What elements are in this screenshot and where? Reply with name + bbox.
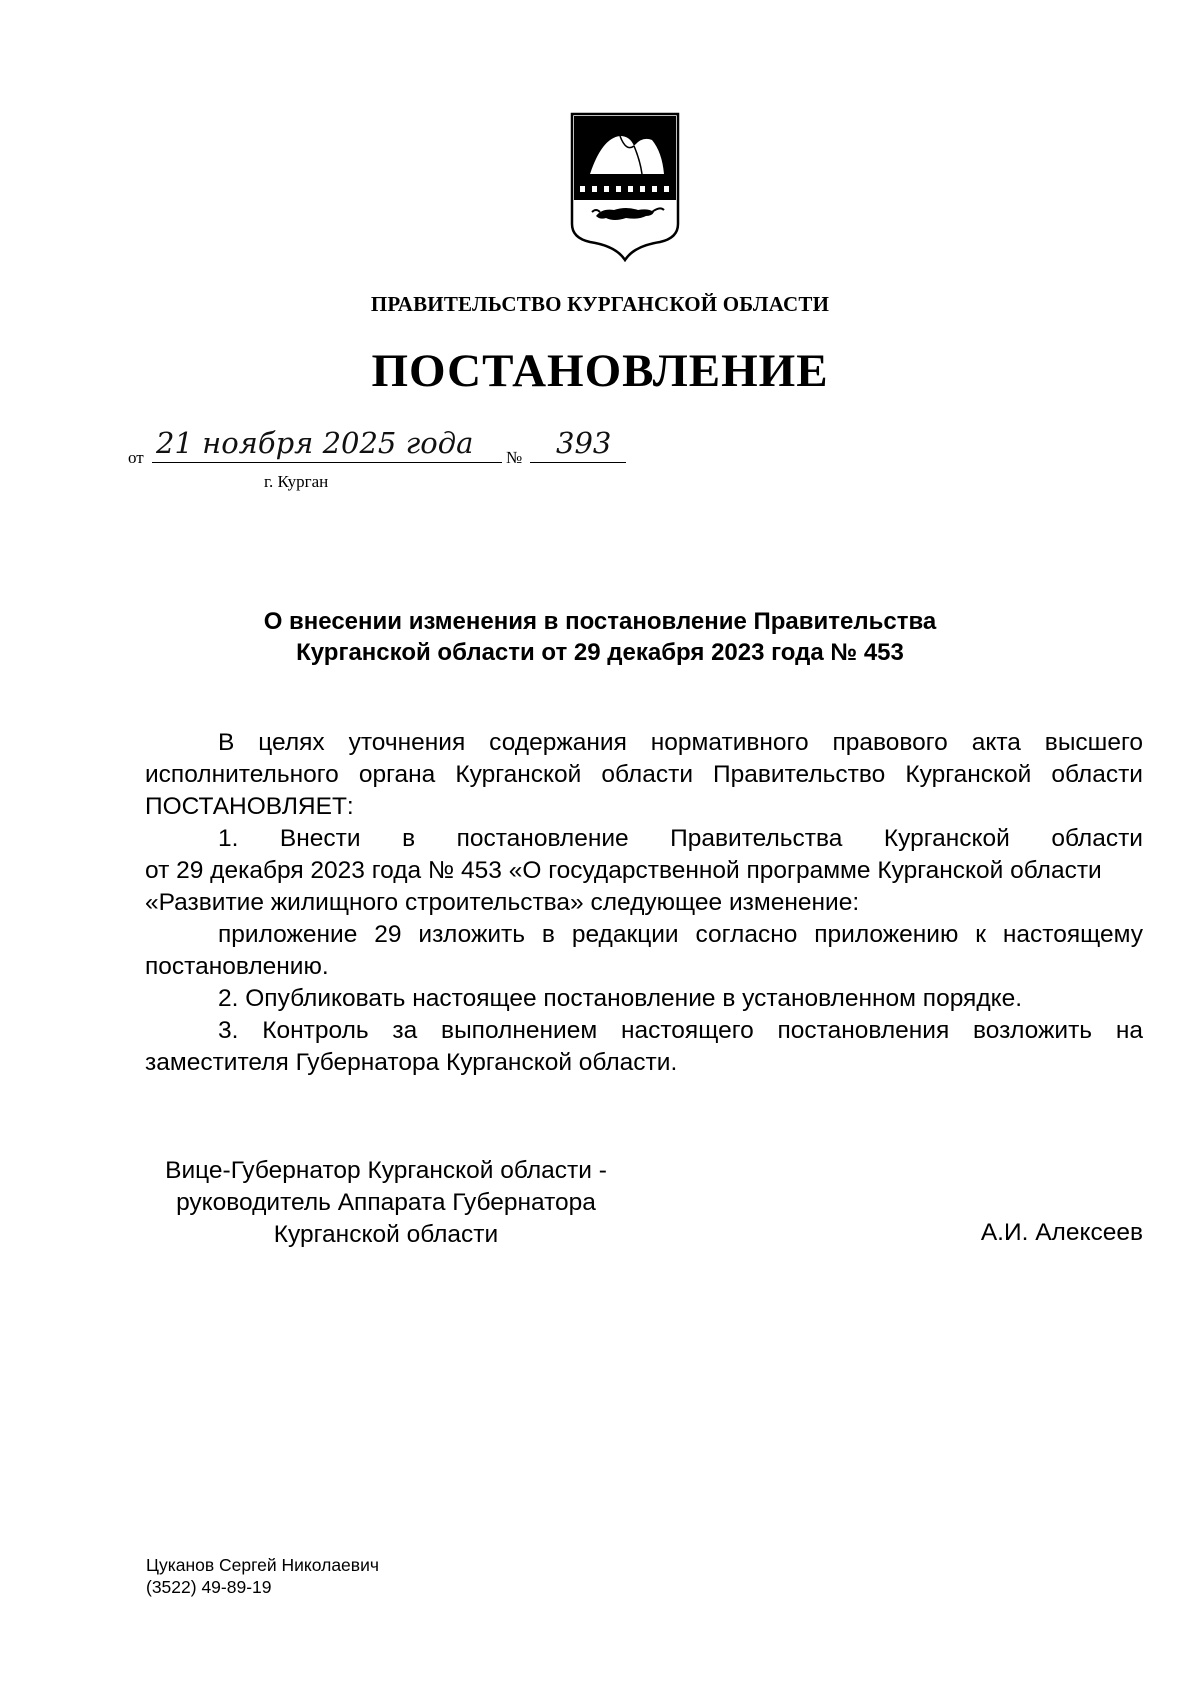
date-prefix: от (128, 448, 144, 467)
item-1-change: приложение 29 изложить в редакции согласно приложению к настоящему постановлению. (145, 921, 1143, 980)
title-line-2: Курганской области от 29 декабря 2023 года № 453 (296, 639, 904, 666)
government-name: ПРАВИТЕЛЬСТВО КУРГАНСКОЙ ОБЛАСТИ (370, 292, 830, 316)
number-prefix: № (506, 448, 523, 467)
title-line-1: О внесении изменения в постановление Правительства (263, 608, 937, 635)
signatory-name: А.И. Алексеев (980, 1219, 1143, 1246)
position-line-1: Вице-Губернатор Курганской области - (165, 1157, 607, 1184)
contact-block (146, 1554, 379, 1598)
document-title (0, 606, 1200, 668)
document-type: ПОСТАНОВЛЕНИЕ (371, 345, 829, 397)
signatory-position (146, 1155, 626, 1251)
number-field (530, 424, 626, 463)
city: г. Курган (264, 472, 329, 491)
position-line-2: руководитель Аппарата Губернатора (176, 1189, 596, 1216)
number-handwritten: 393 (556, 426, 612, 460)
item-1-first-line: 1. Внести в постановление Правительства Курганской области (218, 825, 1143, 852)
preamble-paragraph: В целях уточнения содержания нормативного правового акта высшего исполнительного органа Курганской области Правительство Курганской области ПОСТАНОВЛЯЕТ: (145, 729, 1143, 820)
contact-person: Цуканов Сергей Николаевич (146, 1555, 379, 1575)
item-1-continuation: от 29 декабря 2023 года № 453 «О государственной программе Курганской области «Развитие жилищного строительства» следующее изменение: (145, 857, 1102, 916)
date-handwritten: 21 ноября 2025 года (156, 426, 474, 460)
position-line-3: Курганской области (273, 1221, 499, 1248)
coat-of-arms-icon (568, 112, 682, 262)
contact-phone: (3522) 49-89-19 (146, 1577, 272, 1597)
item-3: 3. Контроль за выполнением настоящего постановления возложить на заместителя Губернатора Курганской области. (145, 1017, 1143, 1076)
item-2: 2. Опубликовать настоящее постановление в установленном порядке. (218, 985, 1023, 1012)
document-body (145, 727, 1143, 1079)
date-field (152, 424, 502, 463)
